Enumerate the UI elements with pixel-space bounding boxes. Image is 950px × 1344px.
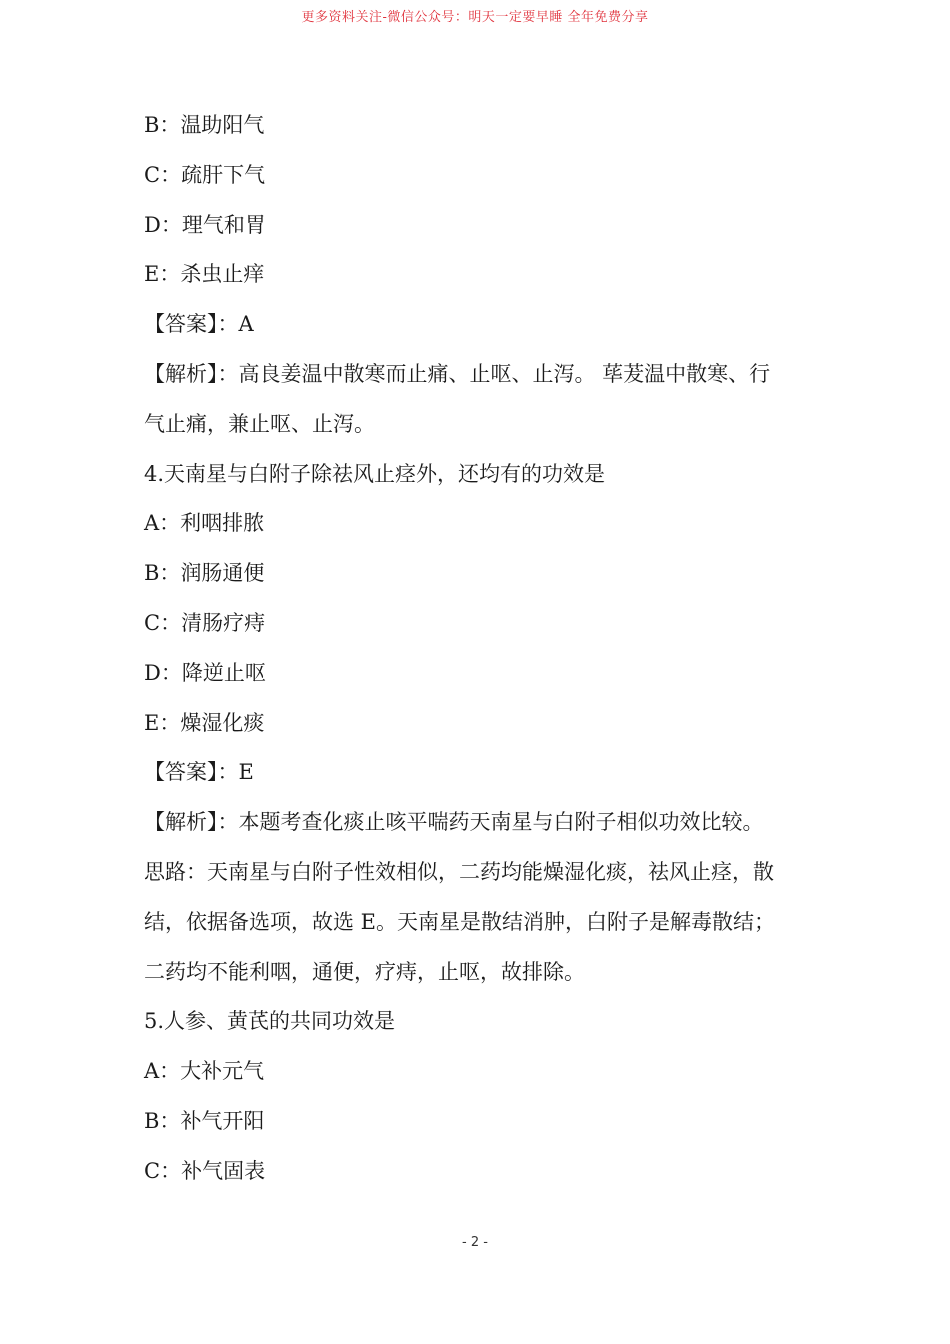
option-letter: B： [144, 113, 181, 137]
analysis-label: 【解析】： [144, 810, 239, 835]
q4-answer [144, 748, 824, 798]
q3-option-d [144, 201, 824, 251]
option-letter: D： [144, 660, 182, 685]
option-text: 补气开阳 [180, 1108, 265, 1133]
option-text: 燥湿化痰 [180, 710, 265, 735]
option-text: 降逆止呕 [181, 660, 266, 685]
q4-analysis-line-4: 二药均不能利咽，通便，疗痔，止呕，故排除。 [144, 959, 585, 984]
q3-analysis-line-1 [144, 350, 824, 400]
option-text: 杀虫止痒 [180, 262, 265, 287]
q4-analysis-line-3: 结，依据备选项，故选 E。天南星是散结消肿，白附子是解毒散结； [144, 909, 776, 934]
q4-option-a [144, 499, 824, 549]
analysis-text: 高良姜温中散寒而止痛、止呕、止泻。 荜茇温中散寒、行 [238, 361, 771, 386]
q4-stem: 4.天南星与白附子除祛风止痉外，还均有的功效是 [144, 461, 606, 486]
option-letter: E： [144, 262, 181, 287]
option-letter: D： [144, 212, 182, 237]
option-text: 温助阳气 [180, 113, 265, 137]
answer-label: 【答案】： [144, 312, 239, 337]
analysis-text: 本题考查化痰止咳平喘药天南星与白附子相似功效比较。 [238, 810, 764, 835]
q4-option-d [144, 649, 824, 699]
answer-label: 【答案】： [144, 760, 239, 785]
option-text: 疏肝下气 [181, 162, 266, 187]
option-letter: E： [144, 710, 181, 735]
option-text: 润肠通便 [180, 561, 265, 586]
q4-analysis-line-2: 思路：天南星与白附子性效相似，二药均能燥湿化痰，祛风止痉，散 [144, 859, 774, 884]
q4-analysis-line-1 [144, 798, 824, 848]
q4-option-c [144, 599, 824, 649]
page-number: - 2 - [462, 1235, 488, 1250]
q5-stem: 5.人参、黄芪的共同功效是 [144, 1009, 396, 1034]
option-letter: B： [144, 561, 181, 586]
option-letter: C： [144, 610, 182, 635]
header-note: 更多资料关注-微信公众号：明天一定要早睡 全年免费分享 [301, 10, 649, 25]
q5-option-c [144, 1147, 824, 1197]
q5-option-b [144, 1097, 824, 1147]
option-letter: B： [144, 1108, 181, 1133]
answer-value: E [238, 760, 254, 785]
document-body [144, 101, 824, 1197]
option-letter: A： [144, 1059, 181, 1084]
q5-option-a [144, 1047, 824, 1097]
option-letter: A： [144, 511, 181, 536]
q3-option-b [144, 101, 824, 151]
q3-analysis-line-2: 气止痛，兼止呕、止泻。 [144, 411, 375, 436]
option-letter: C： [144, 162, 182, 187]
option-text: 利咽排脓 [180, 511, 265, 536]
option-text: 理气和胃 [181, 212, 266, 237]
answer-value: A [238, 312, 254, 337]
option-text: 大补元气 [180, 1059, 265, 1084]
q3-answer [144, 300, 824, 350]
q4-option-e [144, 699, 824, 749]
option-text: 补气固表 [181, 1158, 266, 1183]
q4-option-b [144, 549, 824, 599]
q3-option-c [144, 151, 824, 201]
option-text: 清肠疗痔 [181, 610, 266, 635]
option-letter: C： [144, 1158, 182, 1183]
analysis-label: 【解析】： [144, 361, 239, 386]
q3-option-e [144, 250, 824, 300]
